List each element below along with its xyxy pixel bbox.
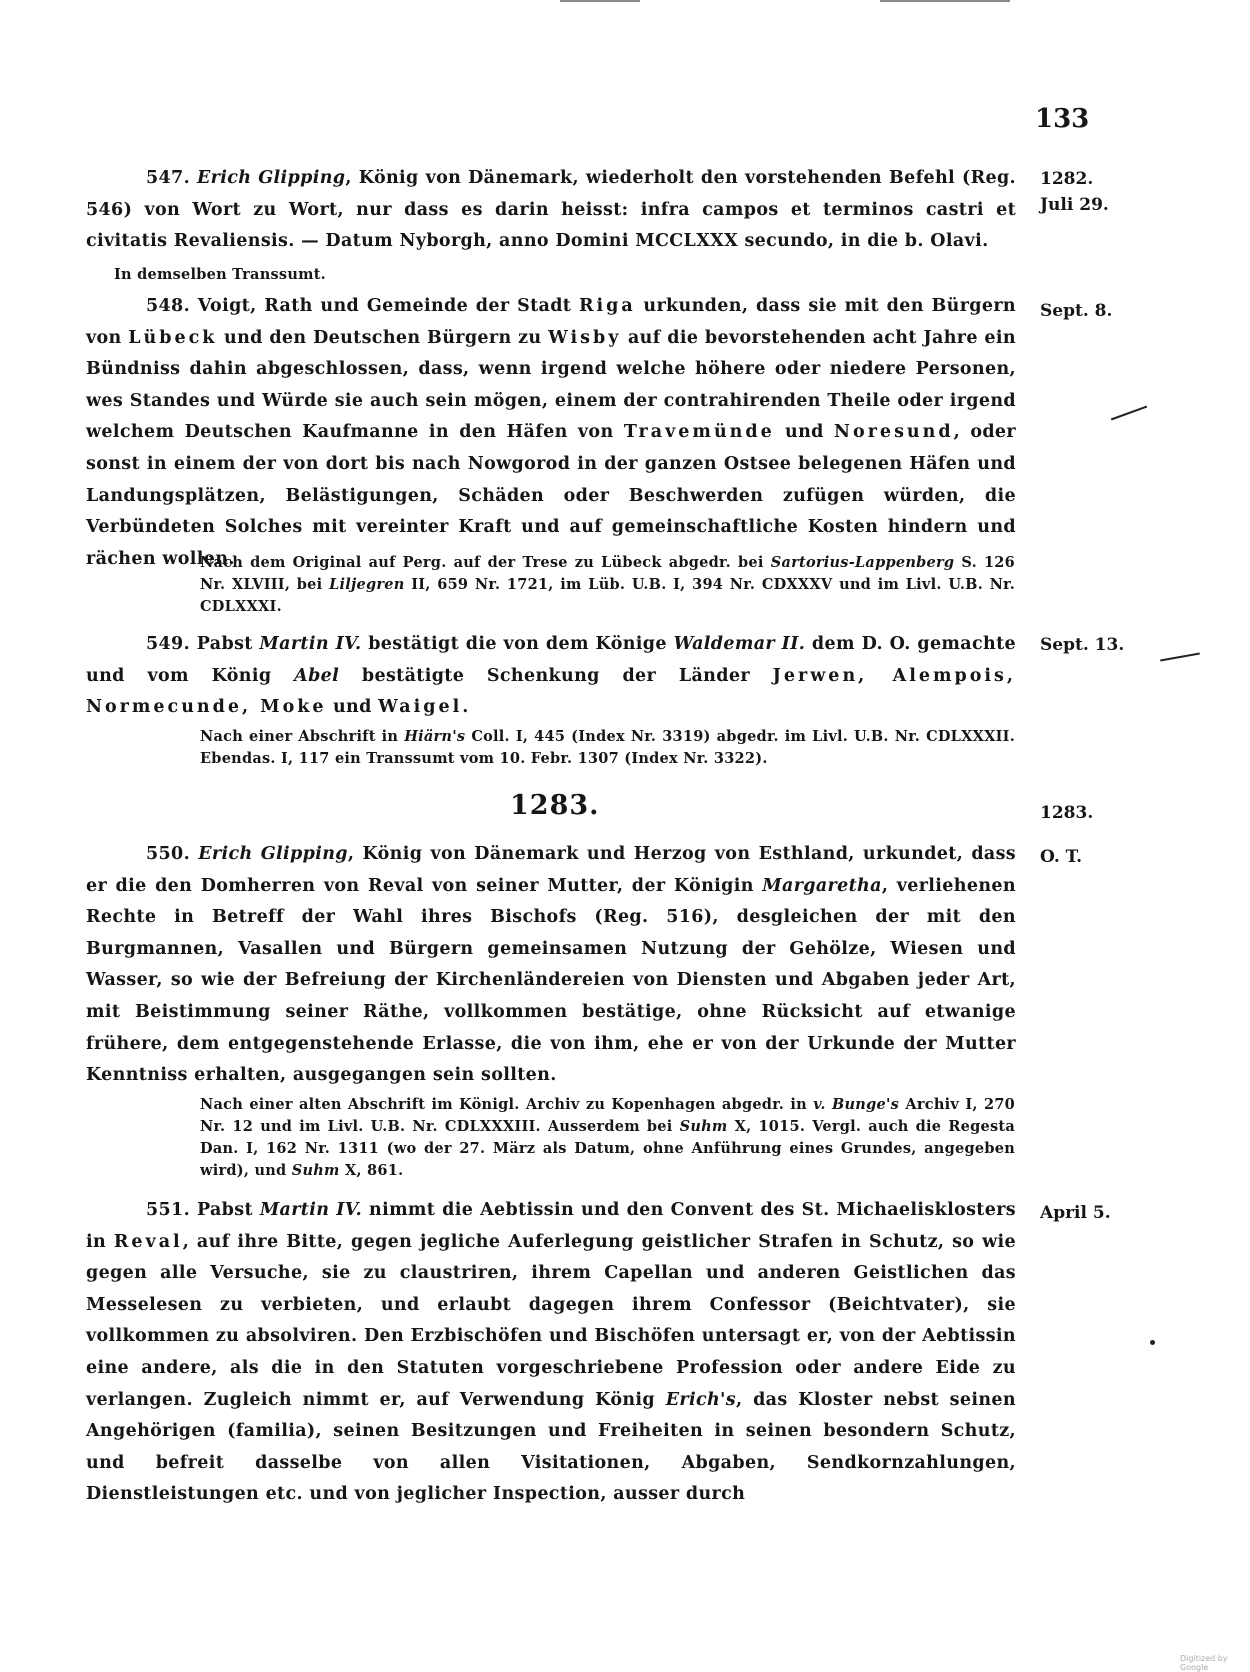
entry-text-run: Waldemar II. — [673, 634, 806, 654]
entry-number: 548. — [146, 296, 191, 316]
entry-549-note — [200, 726, 1015, 770]
entry-547-date: 1282. Juli 29. — [1040, 169, 1109, 215]
entry-549 — [86, 629, 1016, 724]
note-text-run: X, 1015. Vergl. auch die Regesta Dan. I, 162 Nr. 1311 (wo der 27. März als Datum, ohne Anführung eines Grundes, angegeben wird), und — [200, 1118, 1015, 1179]
entry-text-run: , oder sonst in einem der von dort bis nach Nowgorod in der ganzen Ostsee belegenen Häfen und Landungsplätzen, Belästigungen, Schäden oder Beschwerden zufügen würden, die Verbündeten Solches mit vereinter Kraft und auf gemeinschaftliche Kosten hindern und rächen wollen. — [86, 422, 1016, 569]
note-text-run: S. 126 Nr. XLVIII, bei — [200, 554, 1015, 593]
note-text-run: X, 861. — [339, 1162, 404, 1179]
note-text-run: Hiärn's — [404, 728, 466, 745]
entry-text-run: Pabst — [196, 634, 260, 654]
entry-text — [86, 844, 1016, 1085]
entry-text-run: Jerwen, Alempois, Normecunde, Moke — [86, 665, 1017, 718]
entry-text-run: , auf ihre Bitte, gegen jegliche Auferlegung geistlicher Strafen in Schutz, so wie gegen alle Versuche, sie zu claustriren, ihrem Capellan und anderen Geistlichen das Messelesen zu verbieten, und erlaubt dagegen ihrem Confessor (Beichtvater), sie vollkommen zu absolviren. Den Erzbischöfen und Bischöfen untersagt er, von der Aebtissin eine andere, als die in den Statuten vorgeschriebene Profession oder andere Eide zu verlangen. Zugleich nimmt er, auf Verwendung König — [86, 1231, 1016, 1410]
entry-text-run: , verliehenen Rechte in Betreff der Wahl ihres Bischofs (Reg. 516), desgleichen der mit den Burgmannen, Vasallen und Bürgern gemeinsamen Nutzung der Gehölze, Wiesen und Wasser, so wie der Befreiung der Kirchenländereien von Diensten und Abgaben jeder Art, mit Beistimmung seiner Räthe, vollkommen bestätige, ohne Rücksicht auf etwanige frühere, dem entgegenstehende Erlasse, die von ihm, ehe er von der Urkunde der Mutter Kenntniss erhalten, ausgegangen sein sollten. — [86, 875, 1016, 1086]
entry-number: 549. — [146, 634, 191, 654]
entry-text-run: Erich's — [665, 1389, 736, 1410]
entry-text-run: , das Kloster nebst seinen Angehörigen (familia), seinen Besitzungen und Freiheiten in seinen besondern Schutz, und befreit dasselbe von allen Visitationen, Abgaben, Sendkornzahlungen, Dienstleistungen etc. und von jeglicher Inspection, ausser durch — [86, 1389, 1016, 1505]
footer-attribution: Digitized by Google — [1180, 1654, 1228, 1672]
entry-550-date: O. T. — [1040, 847, 1083, 867]
entry-text — [86, 634, 1016, 717]
note-text-run: II, 659 Nr. 1721, im Lüb. U.B. I, 394 Nr. CDXXXV und im Livl. U.B. Nr. CDLXXXI. — [200, 576, 1016, 615]
note-text-run: Suhm — [679, 1118, 728, 1135]
year-heading: 1283. — [510, 790, 600, 821]
note-text-run: Archiv I, 270 Nr. 12 und im Livl. U.B. Nr. CDLXXXIII. Ausserdem bei — [200, 1096, 1016, 1135]
entry-number: 551. — [146, 1200, 191, 1220]
entry-text-run: bestätigte Schenkung der Länder — [339, 665, 773, 686]
scan-edge-mark — [560, 0, 640, 2]
entry-548 — [86, 291, 1016, 575]
entry-text-run: Martin IV. — [259, 1200, 363, 1220]
entry-text-run: bestätigt die von dem Könige — [361, 634, 674, 654]
entry-549-date: Sept. 13. — [1040, 635, 1125, 655]
year-margin: 1283. — [1040, 803, 1094, 823]
entry-text-run: Erich Glipping — [196, 168, 346, 188]
entry-547-note — [114, 264, 994, 286]
entry-550-note — [200, 1094, 1015, 1182]
entry-text-run: auf die bevorstehenden acht Jahre ein Bündniss dahin abgeschlossen, dass, wenn irgend welche höhere oder niedere Personen, wes Standes und Würde sie auch sein mögen, einem der contrahirenden Theile oder irgend welchem Deutschen Kaufmanne in den Häfen von — [86, 327, 1016, 443]
scan-edge-mark — [880, 0, 1010, 2]
entry-text-run: Erich Glipping — [198, 844, 348, 864]
entry-text-run: Martin IV. — [259, 634, 362, 654]
entry-text — [86, 168, 1016, 251]
note-text-run: Suhm — [291, 1162, 340, 1179]
entry-text-run: nimmt die Aebtissin und den Convent des St. Michaelisklosters in — [86, 1200, 1016, 1252]
entry-text-run: und den Deutschen Bürgern zu — [217, 327, 549, 348]
entry-text-run: Lübeck — [128, 327, 218, 348]
note-text-run: Liljegren — [329, 576, 405, 593]
note-text-run: Sartorius-Lappenberg — [770, 554, 955, 571]
entry-text-run: Pabst — [196, 1200, 260, 1220]
entry-text — [86, 1200, 1016, 1504]
entry-548-note — [200, 552, 1015, 618]
pencil-mark — [1160, 653, 1200, 662]
entry-text-run: Noresund — [834, 422, 954, 443]
entry-551-date: April 5. — [1040, 1203, 1111, 1223]
entry-text-run: Reval — [113, 1231, 183, 1252]
entry-text — [86, 296, 1016, 569]
note-text-run: Coll. I, 445 (Index Nr. 3319) abgedr. im Livl. U.B. Nr. CDLXXXII. Ebendas. I, 117 ein Transsumt vom 10. Febr. 1307 (Index Nr. 3322). — [200, 728, 1015, 767]
entry-550 — [86, 839, 1016, 1092]
entry-text-run: Travemünde — [623, 422, 775, 443]
note-text-run: Nach dem Original auf Perg. auf der Trese zu Lübeck abgedr. bei — [200, 554, 771, 571]
entry-number: 547. — [146, 168, 191, 188]
entry-547 — [86, 163, 1016, 258]
entry-text-run: , König von Dänemark und Herzog von Esthland, urkundet, dass er die den Domherren von Reval von seiner Mutter, der Königin — [86, 844, 1016, 896]
note-text-run: In demselben Transsumt. — [114, 266, 326, 283]
page-number: 133 — [1035, 104, 1090, 134]
entry-text-run: und — [774, 422, 835, 443]
entry-text-run: , König von Dänemark, wiederholt den vorstehenden Befehl (Reg. 546) von Wort zu Wort, nur dass es darin heisst: infra campos et terminos castri et civitatis Revaliensis. — Datum Nyborgh, anno Domini MCCLXXX secundo, in die b. Olavi. — [86, 168, 1016, 252]
entry-text-run: und — [326, 697, 379, 718]
entry-number: 550. — [146, 844, 191, 864]
entry-text-run: Waigel — [378, 697, 463, 718]
note-text-run: v. Bunge's — [813, 1096, 900, 1113]
entry-text-run: Abel — [294, 665, 340, 686]
entry-text-run: Margaretha — [762, 875, 882, 896]
ink-dot — [1150, 1340, 1155, 1345]
entry-text-run: . — [462, 697, 469, 718]
entry-text-run: dem D. O. gemachte und vom König — [86, 634, 1016, 686]
entry-text-run: Riga — [578, 296, 636, 316]
pencil-mark — [1111, 406, 1147, 421]
entry-551 — [86, 1195, 1016, 1511]
note-text-run: Nach einer alten Abschrift im Königl. Archiv zu Kopenhagen abgedr. in — [200, 1096, 814, 1113]
note-text-run: Nach einer Abschrift in — [200, 728, 405, 745]
entry-text-run: Voigt, Rath und Gemeinde der Stadt — [197, 296, 579, 316]
entry-text-run: urkunden, dass sie mit den Bürgern von — [86, 296, 1017, 348]
entry-text-run: Wisby — [548, 327, 622, 348]
entry-548-date: Sept. 8. — [1040, 301, 1113, 321]
